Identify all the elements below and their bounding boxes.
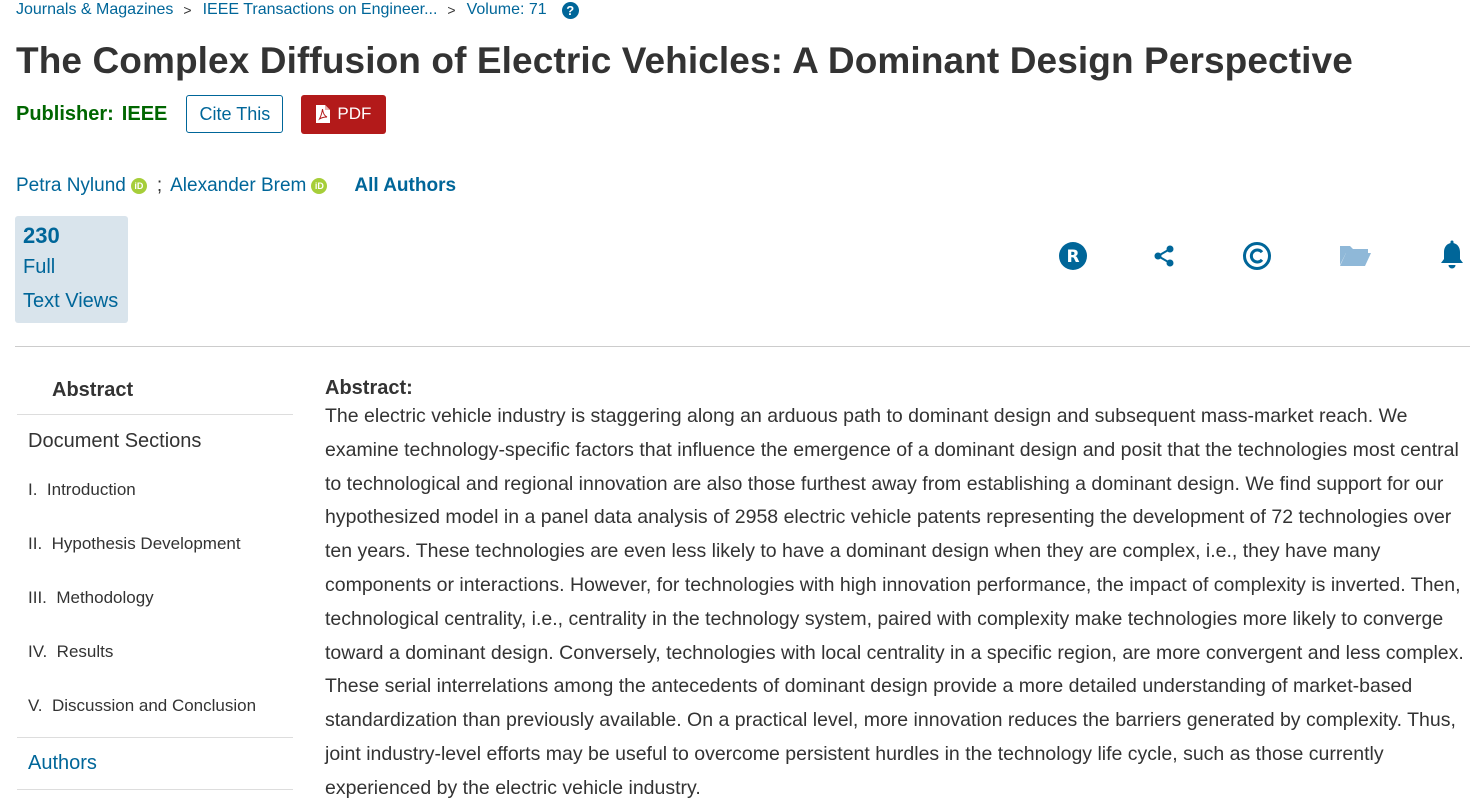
nav-section-methodology[interactable]: III. Methodology [28,588,154,607]
nav-section-results[interactable]: IV. Results [28,642,114,661]
publisher [16,103,167,126]
nav-section-hypothesis-development[interactable]: II. Hypothesis Development [28,534,241,553]
author-link[interactable]: Petra Nylund [16,175,126,196]
author-separator: ; [156,175,163,196]
orcid-icon[interactable]: iD [131,178,147,194]
breadcrumb-journal[interactable]: IEEE Transactions on Engineer... [202,1,438,18]
svg-text:R: R [1066,247,1080,267]
help-icon[interactable]: ? [562,2,579,19]
orcid-icon[interactable]: iD [311,178,327,194]
breadcrumb [16,0,579,20]
pdf-file-icon [316,105,330,123]
nav-authors[interactable]: Authors [17,737,293,790]
metric-label-line2: Text Views [23,290,119,312]
rights-r-icon[interactable] [1056,238,1090,274]
metric-count: 230 [23,223,60,248]
cite-this-button[interactable]: Cite This [186,95,283,133]
breadcrumb-separator: > [447,2,456,18]
abstract-section [325,376,1465,806]
breadcrumb-separator: > [183,2,192,18]
publisher-label: Publisher: [16,102,114,125]
abstract-text: The electric vehicle industry is staggering along an arduous path to dominant design and subsequent mass-market reach. We examine technology-specific factors that influence the emergence of a dominant design and posit that the technologies most central to technological and regional innovation are also those furthest away from establishing a dominant design. We find support for our hypothesized model in a panel data analysis of 2958 electric vehicle patents representing the development of 72 technologies over ten years. These technologies are even less likely to have a dominant design when they are complex, i.e., they have many components or interactions. However, for technologies with high innovation performance, the impact of complexity is inverted. Then, technological centrality, i.e., centrality in the technology system, paired with complexity make technologies more likely to converge toward a dominant design. Conversely, technologies with local centrality in a specific region, are more convergent and less complex. These serial interrelations among the antecedents of dominant design provide a more detailed understanding of market-based standardization than previously available. On a practical level, more innovation reduces the barriers generated by complexity. Thus, joint industry-level efforts may be useful to overcome persistent hurdles in the technology life cycle, such as those currently experienced by the electric vehicle industry. [325,405,1464,799]
nav-document-sections-heading: Document Sections [28,430,202,452]
breadcrumb-journals-magazines[interactable]: Journals & Magazines [16,1,174,18]
copyright-icon[interactable] [1240,238,1274,274]
nav-abstract[interactable]: Abstract [17,367,293,415]
pdf-button-label: PDF [337,104,372,123]
pdf-button[interactable] [301,95,386,134]
authors-row [16,174,456,198]
header-divider [15,346,1470,347]
breadcrumb-volume[interactable]: Volume: 71 [466,1,547,18]
full-text-views-metric[interactable] [15,216,128,323]
share-icon[interactable] [1147,238,1181,274]
document-sidenav [17,367,293,790]
nav-section-introduction[interactable]: I. Introduction [28,480,136,499]
bell-icon[interactable] [1435,238,1469,274]
publisher-name: IEEE [121,102,168,125]
page-title: The Complex Diffusion of Electric Vehicles: A Dominant Design Perspective [16,40,1353,81]
nav-section-discussion-conclusion[interactable]: V. Discussion and Conclusion [28,696,257,715]
author-link[interactable]: Alexander Brem [170,175,307,196]
publisher-row [16,94,386,134]
metric-label-line1: Full [23,256,56,278]
abstract-heading: Abstract: [325,377,413,399]
folder-icon[interactable] [1338,238,1372,274]
all-authors-link[interactable]: All Authors [354,175,457,196]
